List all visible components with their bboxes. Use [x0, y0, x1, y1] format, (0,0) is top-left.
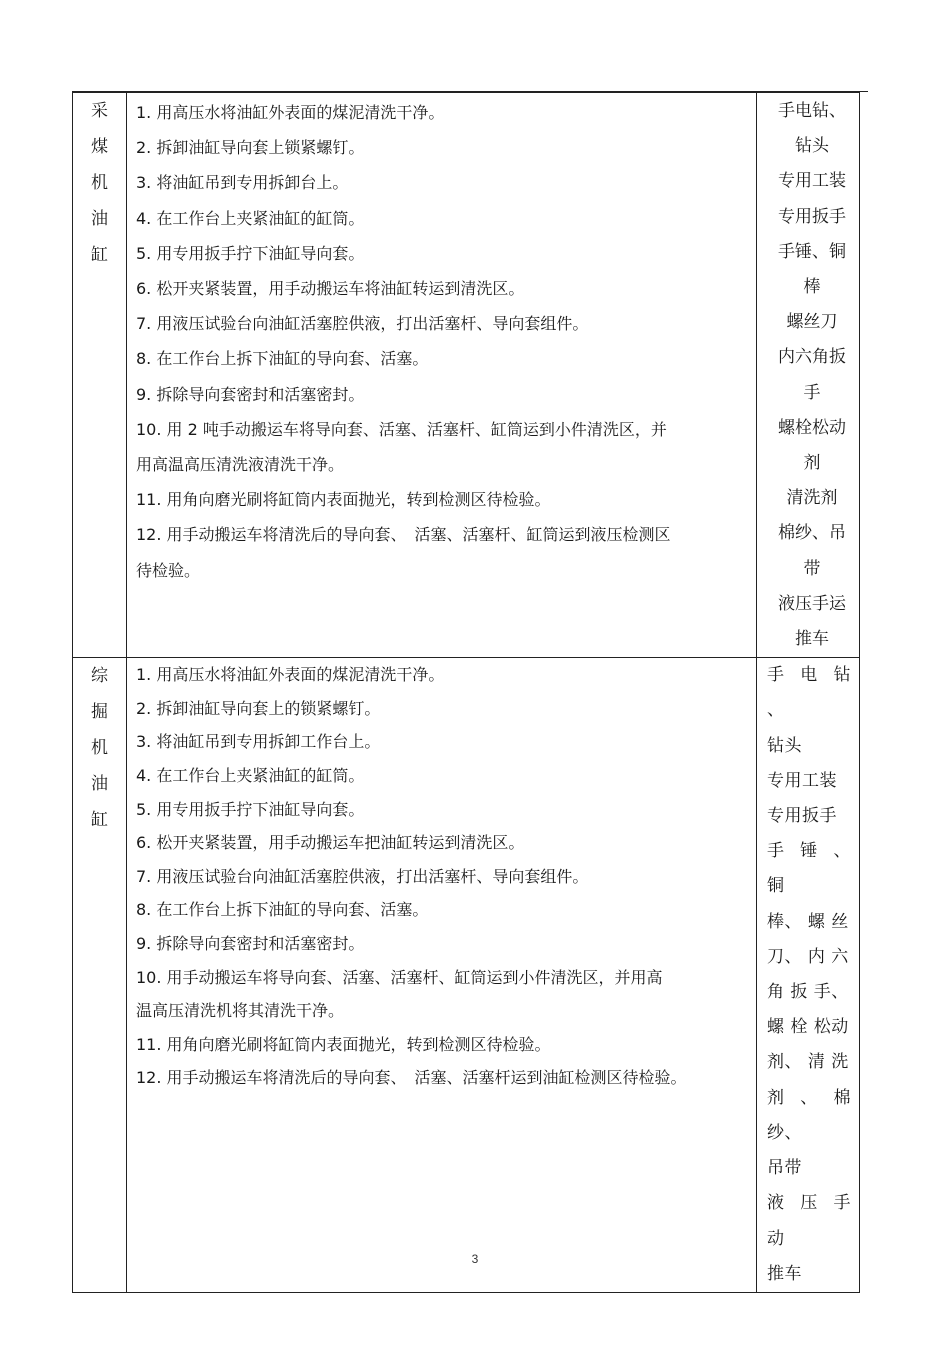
tools-cell	[757, 658, 860, 1293]
tool-line: 手电钻、	[778, 101, 846, 121]
step-line: 7. 用液压试验台向油缸活塞腔供液，打出活塞杆、导向套组件。	[136, 314, 589, 334]
tool-line: 手	[803, 382, 821, 403]
name-char: 油	[91, 209, 108, 229]
steps-list	[127, 658, 756, 1095]
table-row-shearer-cylinder	[73, 93, 860, 658]
step-line: 6. 松开夹紧装置，用手动搬运车把油缸转运到清洗区。	[136, 833, 525, 853]
equipment-name	[73, 93, 126, 273]
steps-cell	[127, 658, 757, 1293]
tool-line: 剂	[803, 453, 821, 474]
step-line: 11. 用角向磨光刷将缸筒内表面抛光，转到检测区待检验。	[136, 490, 551, 510]
name-char: 缸	[91, 810, 108, 831]
tool-line: 推车	[767, 1263, 802, 1284]
tool-line: 螺 栓 松动	[767, 1017, 849, 1038]
tool-line: 专用工装	[778, 171, 846, 192]
step-line: 4. 在工作台上夹紧油缸的缸筒。	[136, 208, 365, 228]
tool-line: 专用扳手	[778, 206, 846, 227]
equipment-name	[73, 658, 126, 838]
step-line: 12. 用手动搬运车将清洗后的导向套、 活塞、活塞杆、缸筒运到液压检测区	[136, 525, 671, 545]
step-line: 5. 用专用扳手拧下油缸导向套。	[136, 243, 365, 263]
tool-line: 棒、 螺 丝	[767, 911, 849, 932]
tool-line: 手 锤 、 铜	[767, 841, 851, 897]
step-line: 5. 用专用扳手拧下油缸导向套。	[136, 799, 365, 819]
tool-line: 专用扳手	[767, 806, 837, 827]
name-char: 掘	[91, 702, 108, 723]
step-line: 12. 用手动搬运车将清洗后的导向套、 活塞、活塞杆运到油缸检测区待检验。	[136, 1068, 687, 1088]
tools-list	[757, 93, 859, 657]
tool-line: 内六角扳	[778, 347, 846, 368]
step-line: 8. 在工作台上拆下油缸的导向套、活塞。	[136, 349, 429, 369]
name-char: 机	[91, 738, 108, 759]
name-char: 油	[91, 774, 108, 795]
table-row-roadheader-cylinder	[73, 658, 860, 1293]
step-line: 6. 松开夹紧装置，用手动搬运车将油缸转运到清洗区。	[136, 279, 525, 299]
page-number: 3	[471, 1252, 479, 1266]
step-line: 10. 用 2 吨手动搬运车将导向套、活塞、活塞杆、缸筒运到小件清洗区，并	[136, 419, 667, 439]
step-line: 9. 拆除导向套密封和活塞密封。	[136, 934, 365, 953]
name-char: 机	[91, 173, 108, 193]
step-line: 2. 拆卸油缸导向套上锁紧螺钉。	[136, 138, 365, 158]
step-line: 1. 用高压水将油缸外表面的煤泥清洗干净。	[136, 103, 445, 122]
tool-line: 手锤、铜	[778, 241, 846, 262]
step-line: 待检验。	[136, 560, 201, 580]
step-line: 用高温高压清洗液清洗干净。	[136, 455, 345, 475]
tool-line: 吊带	[767, 1158, 802, 1179]
tool-line: 带	[803, 558, 821, 579]
name-char: 缸	[91, 245, 108, 265]
tool-line: 清洗剂	[786, 488, 838, 509]
step-line: 温高压清洗机将其清洗干净。	[136, 1001, 345, 1021]
tool-line: 剂、 清 洗	[767, 1052, 849, 1073]
tool-line: 推车	[795, 629, 829, 650]
step-line: 3. 将油缸吊到专用拆卸台上。	[136, 173, 349, 193]
equipment-name-cell	[73, 93, 127, 658]
tool-line: 螺丝刀	[786, 312, 838, 333]
tool-line: 液 压 手 动	[767, 1193, 851, 1249]
procedure-table	[72, 92, 860, 1293]
steps-cell	[127, 93, 757, 658]
tool-line: 角 扳 手、	[767, 982, 849, 1003]
tool-line: 棉纱、吊	[778, 523, 846, 544]
tool-line: 液压手运	[778, 593, 846, 614]
tool-line: 钻头	[767, 735, 802, 756]
name-char: 煤	[91, 137, 108, 157]
equipment-name-cell	[73, 658, 127, 1293]
steps-list	[127, 93, 756, 588]
step-line: 7. 用液压试验台向油缸活塞腔供液，打出活塞杆、导向套组件。	[136, 866, 589, 886]
step-line: 2. 拆卸油缸导向套上的锁紧螺钉。	[136, 698, 381, 718]
step-line: 11. 用角向磨光刷将缸筒内表面抛光，转到检测区待检验。	[136, 1034, 551, 1054]
tools-list	[757, 658, 859, 1292]
tool-line: 钻头	[795, 136, 829, 157]
name-char: 采	[91, 101, 108, 121]
step-line: 10. 用手动搬运车将导向套、活塞、活塞杆、缸筒运到小件清洗区，并用高	[136, 967, 663, 987]
tool-line: 专用工装	[767, 770, 837, 791]
tool-line: 棒	[803, 277, 821, 298]
step-line: 8. 在工作台上拆下油缸的导向套、活塞。	[136, 900, 429, 920]
step-line: 3. 将油缸吊到专用拆卸工作台上。	[136, 732, 381, 752]
name-char: 综	[91, 666, 108, 687]
tool-line: 刀、 内 六	[767, 946, 849, 967]
step-line: 1. 用高压水将油缸外表面的煤泥清洗干净。	[136, 665, 445, 685]
tool-line: 手 电 钻 、	[767, 665, 851, 721]
step-line: 9. 拆除导向套密封和活塞密封。	[136, 384, 365, 404]
tool-line: 剂、棉纱、	[767, 1087, 851, 1143]
step-line: 4. 在工作台上夹紧油缸的缸筒。	[136, 766, 365, 786]
tool-line: 螺栓松动	[778, 417, 846, 438]
tools-cell	[757, 93, 860, 658]
